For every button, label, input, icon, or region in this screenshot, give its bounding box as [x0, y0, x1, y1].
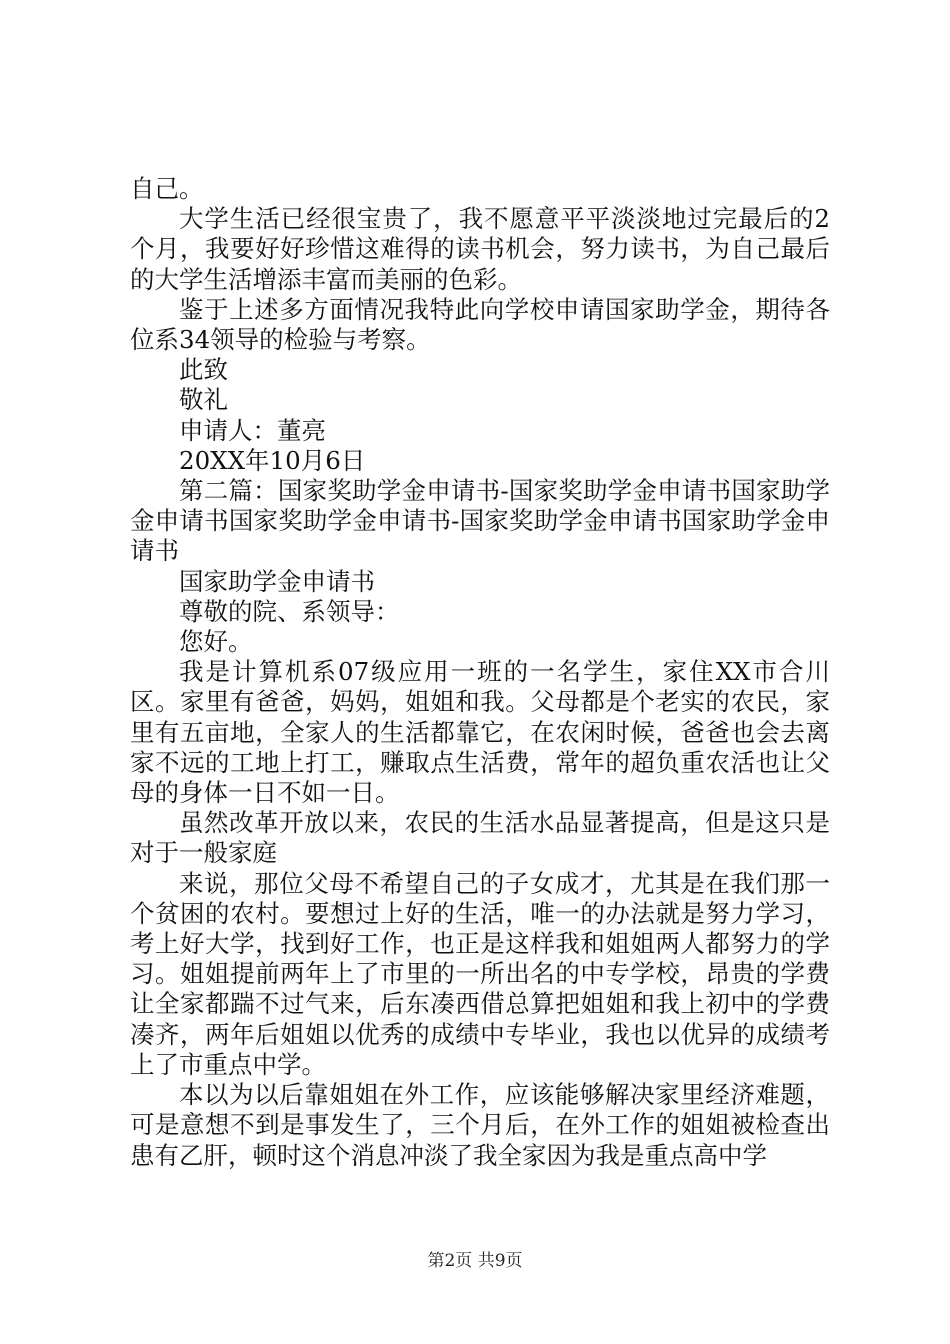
- paragraph-2: 大学生活已经很宝贵了，我不愿意平平淡淡地过完最后的2个月，我要好好珍惜这难得的读书机会，努力读书，为自己最后的大学生活增添丰富而美丽的色彩。: [130, 204, 830, 294]
- paragraph-family: 我是计算机系07级应用一班的一名学生，家住XX市合川区。家里有爸爸，妈妈，姐姐和我。父母都是个老实的农民，家里有五亩地，全家人的生活都靠它，在农闲时候，爸爸也会去离家不远的工地上打工，赚取点生活费，常年的超负重农活也让父母的身体一日不如一日。: [130, 657, 830, 808]
- document-body: [130, 174, 830, 1171]
- section-heading: 第二篇：国家奖助学金申请书-国家奖助学金申请书国家助学金申请书国家奖助学金申请书-国家奖助学金申请书国家助学金申请书: [130, 476, 830, 566]
- applicant-name: 申请人：董亮: [179, 415, 326, 445]
- paragraph-1: 自己。: [130, 174, 204, 203]
- paragraph-reform: 虽然改革开放以来，农民的生活水品显著提高，但是这只是对于一般家庭: [130, 808, 830, 868]
- letter-greeting: 尊敬的院、系领导：: [179, 596, 400, 626]
- paragraph-sister: 本以为以后靠姐姐在外工作，应该能够解决家里经济难题，可是意想不到是事发生了，三个月后，在外工作的姐姐被检查出患有乙肝，顿时这个消息冲淡了我全家因为我是重点高中学: [130, 1080, 830, 1170]
- application-date: 20XX年10月6日: [179, 445, 366, 475]
- page-footer: 第2页 共9页: [427, 1251, 523, 1271]
- letter-hello: 您好。: [179, 627, 253, 657]
- closing-regards: 敬礼: [179, 385, 228, 415]
- letter-title: 国家助学金申请书: [179, 566, 375, 596]
- paragraph-3: 鉴于上述多方面情况我特此向学校申请国家助学金，期待各位系34领导的检验与考察。: [130, 294, 830, 355]
- closing-salutation: 此致: [179, 355, 228, 385]
- paragraph-study: 来说，那位父母不希望自己的子女成才，尤其是在我们那一个贫困的农村。要想过上好的生活，唯一的办法就是努力学习，考上好大学，找到好工作，也正是这样我和姐姐两人都努力的学习。姐姐提前两年上了市里的一所出名的中专学校，昂贵的学费让全家都踹不过气来，后东凑西借总算把姐姐和我上初中的学费凑齐，两年后姐姐以优秀的成绩中专毕业，我也以优异的成绩考上了市重点中学。: [130, 868, 830, 1079]
